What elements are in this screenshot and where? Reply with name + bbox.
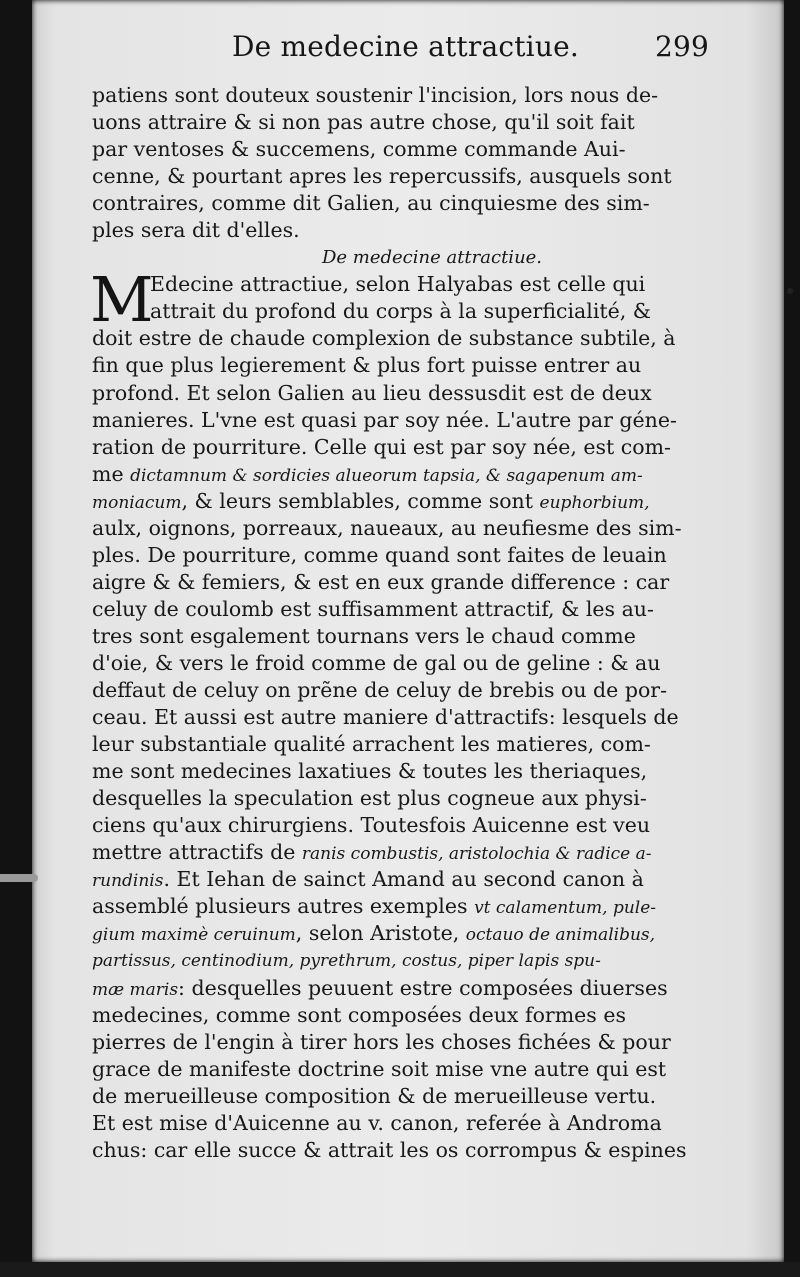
text-line: chus: car elle succe & attrait les os corrompus & espines: [92, 1137, 687, 1162]
text-line: ceau. Et aussi est autre maniere d'attractifs: lesquels de: [92, 705, 679, 730]
text-line: profond. Et selon Galien au lieu dessusdit est de deux: [92, 380, 652, 405]
text-run: mettre attractifs de: [92, 840, 296, 865]
scan-border: [0, 1262, 800, 1277]
latin-term: gium maximè ceruinum: [92, 925, 296, 946]
text-line: patiens sont douteux soustenir l'incision, lors nous de-: [92, 83, 659, 107]
text-run: : desquelles peuuent estre composées diuerses: [178, 975, 668, 1000]
running-title: De medecine attractiue.: [232, 30, 579, 63]
text-line: [92, 920, 742, 947]
text-line: aulx, oignons, porreaux, naueaux, au neufiesme des sim-: [92, 515, 682, 540]
text-line: medecines, comme sont composées deux formes es: [92, 1002, 626, 1027]
latin-term: octauo de animalibus,: [465, 925, 656, 946]
text-line: grace de manifeste doctrine soit mise vne autre qui est: [92, 1056, 667, 1081]
latin-term: vt calamentum, pule-: [474, 898, 657, 919]
text-line: d'oie, & vers le froid comme de gal ou de geline : & au: [92, 650, 661, 675]
text-line: ples. De pourriture, comme quand sont faites de leuain: [92, 542, 667, 567]
text-run: , selon Aristote,: [295, 921, 460, 946]
running-header: [232, 30, 752, 63]
text-line: doit estre de chaude complexion de substance subtile, à: [92, 326, 676, 351]
text-line: [92, 893, 742, 920]
text-line: desquelles la speculation est plus cogneue aux physi-: [92, 786, 647, 811]
text-line: [92, 975, 742, 1002]
page-tab-marker: [0, 874, 38, 882]
text-line: celuy de coulomb est suffisamment attractif, & les au-: [92, 596, 654, 621]
text-line: contraires, comme dit Galien, au cinquiesme des sim-: [92, 191, 650, 216]
text-line: [92, 839, 742, 866]
latin-term: euphorbium,: [539, 492, 650, 513]
page-number: 299: [655, 30, 710, 63]
section-heading: De medecine attractiue.: [321, 247, 543, 269]
body-text: [92, 82, 742, 1164]
text-run: . Et Iehan de sainct Amand au second canon à: [163, 867, 644, 892]
text-line: manieres. L'vne est quasi par soy née. L'autre par géne-: [92, 407, 677, 432]
text-line: de merueilleuse composition & de merueilleuse vertu.: [92, 1083, 657, 1108]
text-line: pierres de l'engin à tirer hors les choses fichées & pour: [92, 1029, 671, 1054]
text-line: Et est mise d'Auicenne au v. canon, referée à Androma: [92, 1110, 662, 1135]
text-run: me: [92, 461, 124, 486]
text-line: me sont medecines laxatiues & toutes les theriaques,: [92, 759, 648, 784]
text-line: cenne, & pourtant apres les repercussifs, ausquels sont: [92, 164, 672, 189]
text-run: , & leurs semblables, comme sont: [181, 488, 534, 513]
text-line: fin que plus legierement & plus fort puisse entrer au: [92, 353, 642, 378]
latin-term: mæ maris: [92, 979, 179, 1000]
text-line: ration de pourriture. Celle qui est par soy née, est com-: [92, 434, 671, 459]
drop-cap: M: [90, 263, 154, 337]
latin-term: moniacum: [92, 492, 182, 513]
latin-term: rundinis: [92, 871, 164, 892]
latin-term: dictamnum & sordicies alueorum tapsia, & sagapenum am-: [130, 465, 643, 486]
text-line-content: Edecine attractiue, selon Halyabas est celle qui: [150, 272, 646, 297]
text-line: par ventoses & succemens, comme commande Aui-: [92, 137, 626, 162]
text-line: [92, 866, 742, 893]
book-page: [32, 0, 784, 1262]
text-line: attrait du profond du corps à la superficialité, &: [150, 299, 652, 324]
text-line: partissus, centinodium, pyrethrum, costus, piper lapis spu-: [92, 950, 601, 971]
text-line: [92, 488, 742, 515]
text-run: assemblé plusieurs autres exemples: [92, 894, 468, 919]
latin-term: ranis combustis, aristolochia & radice a-: [301, 844, 652, 865]
ink-blot: [787, 288, 793, 294]
text-line: deffaut de celuy on prẽne de celuy de brebis ou de por-: [92, 678, 668, 703]
text-line: tres sont esgalement tournans vers le chaud comme: [92, 623, 636, 648]
text-line: [92, 461, 742, 488]
text-line: ples sera dit d'elles.: [92, 218, 300, 243]
text-line: ciens qu'aux chirurgiens. Toutesfois Auicenne est veu: [92, 813, 651, 838]
text-line: leur substantiale qualité arrachent les matieres, com-: [92, 732, 651, 757]
text-line: aigre & & femiers, & est en eux grande difference : car: [92, 569, 670, 594]
text-line: uons attraire & si non pas autre chose, qu'il soit fait: [92, 110, 635, 135]
